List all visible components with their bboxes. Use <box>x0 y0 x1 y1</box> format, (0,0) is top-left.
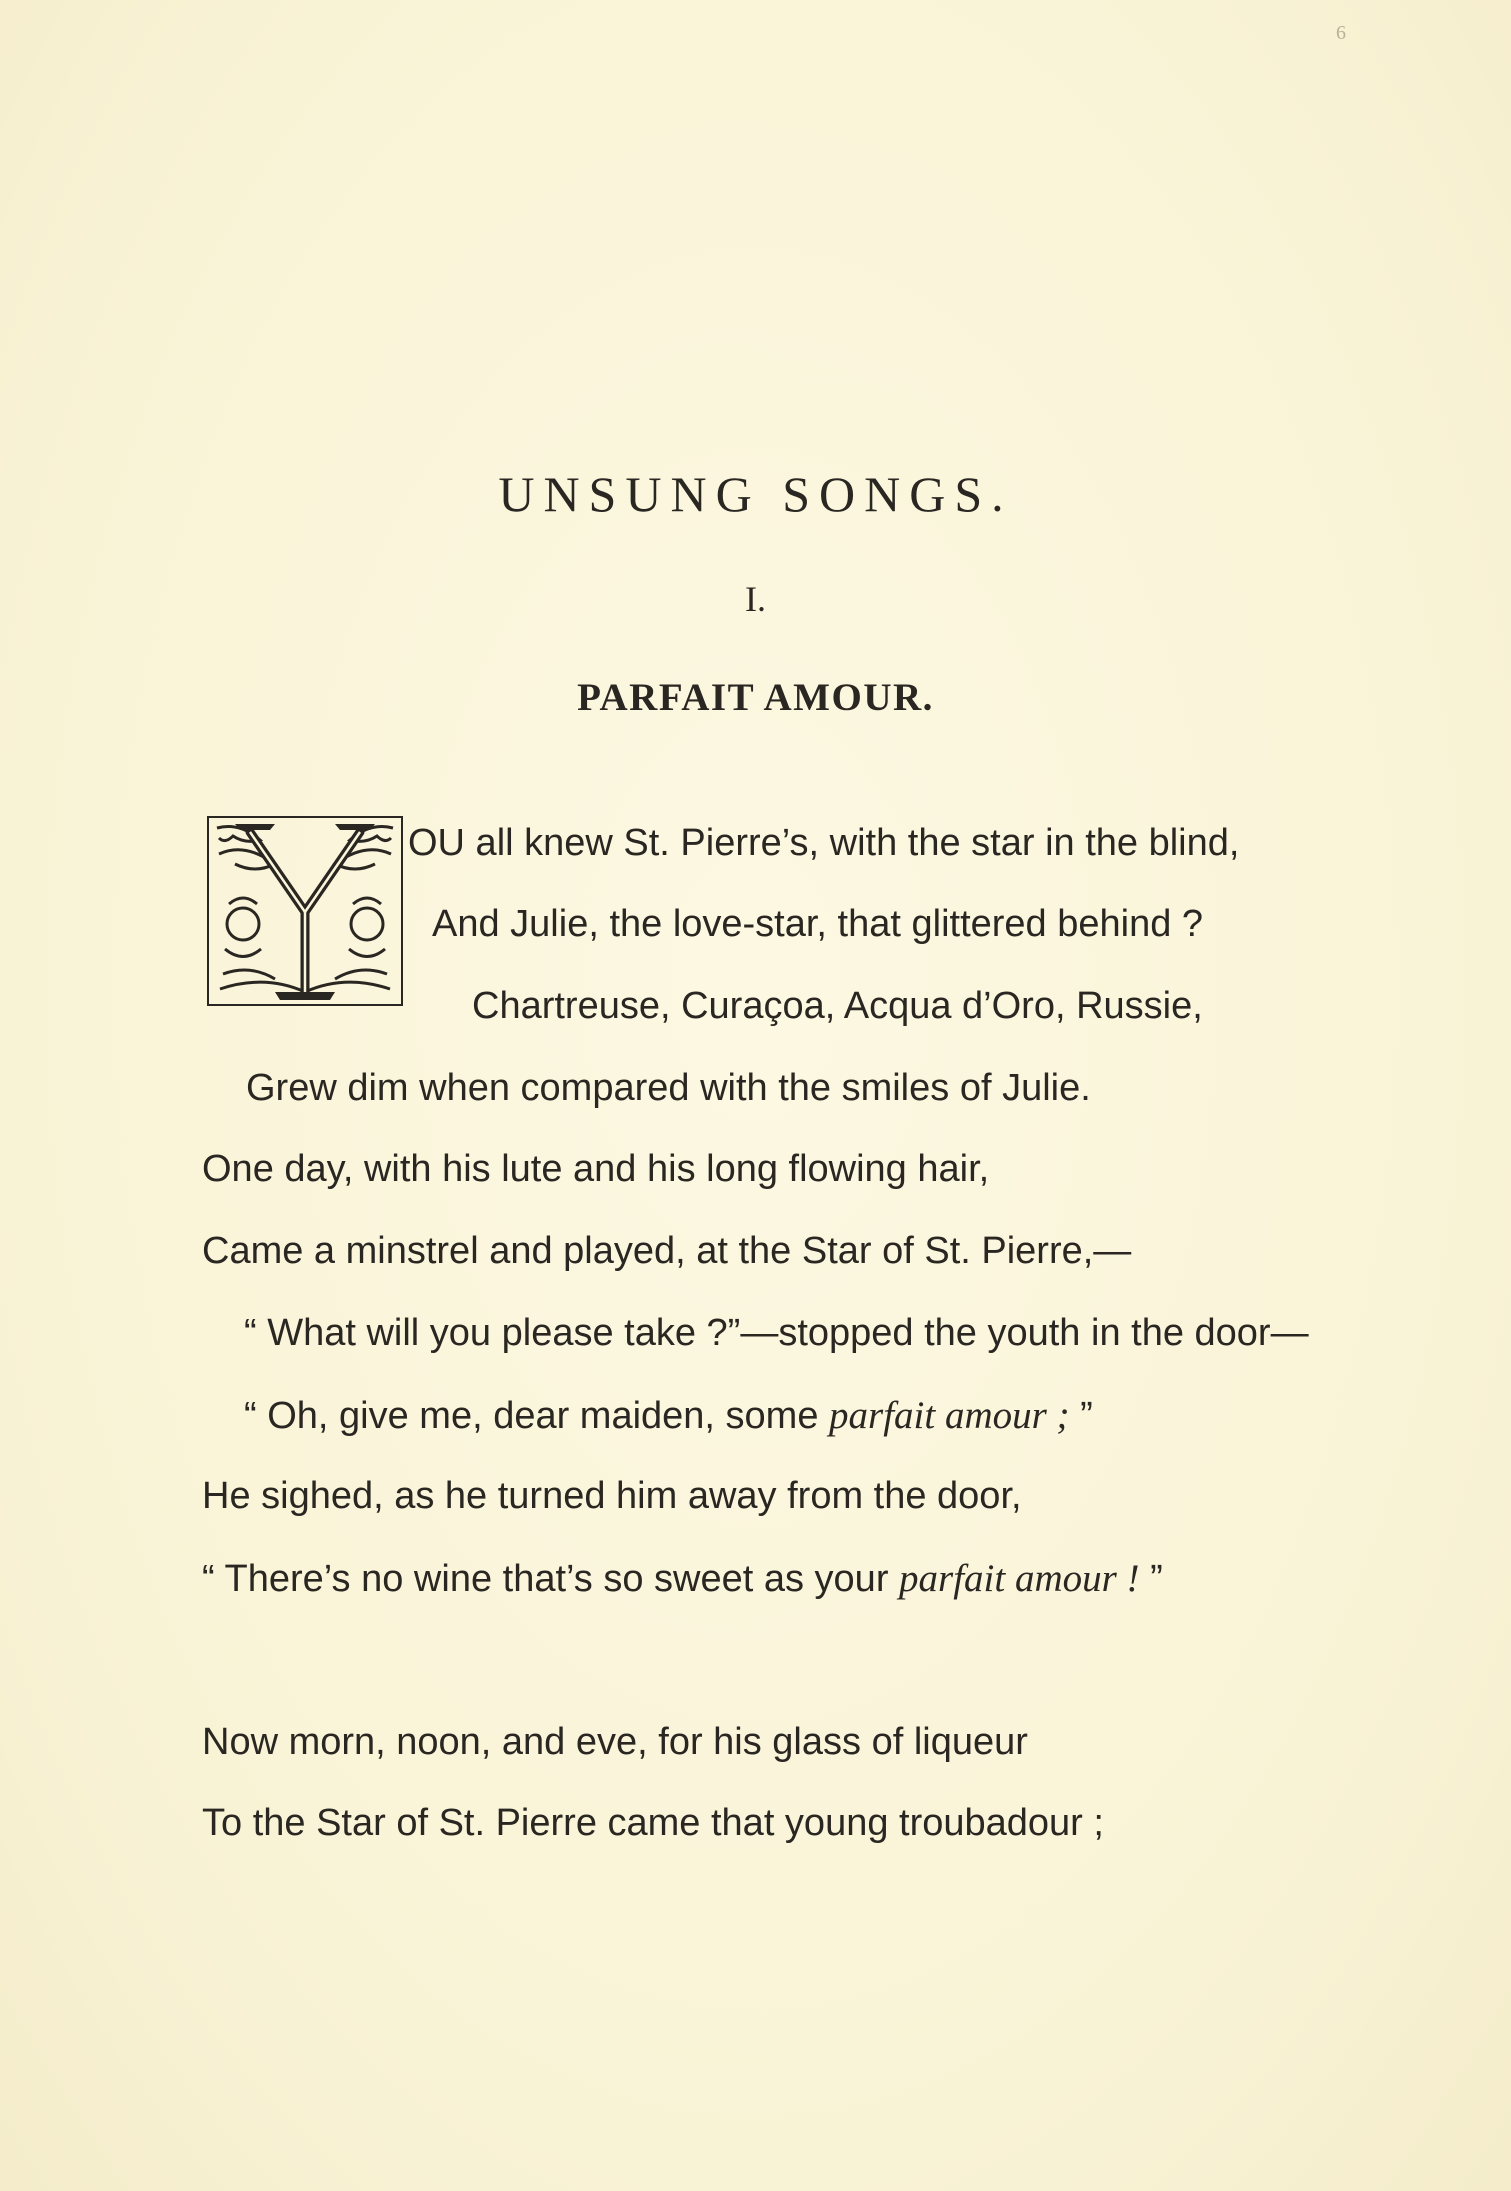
poem-line-italic: parfait amour ; <box>829 1394 1070 1437</box>
poem-line: He sighed, as he turned him away from the door, <box>202 1475 1022 1517</box>
poem-line: Came a minstrel and played, at the Star of St. Pierre,— <box>202 1230 1132 1272</box>
poem-line: “ What will you please take ?”—stopped the youth in the door— <box>244 1312 1309 1354</box>
ornamental-initial-y-icon <box>205 814 405 1008</box>
page-corner-mark: 6 <box>1336 22 1346 44</box>
poem-line-italic: parfait amour ! <box>899 1557 1140 1600</box>
poem-line-text: “ There’s no wine that’s so sweet as your <box>202 1558 900 1600</box>
poem-line: Chartreuse, Curaçoa, Acqua d’Oro, Russie, <box>472 985 1203 1027</box>
poem-line <box>202 1556 1163 1601</box>
poem-line: To the Star of St. Pierre came that young troubadour ; <box>202 1802 1104 1844</box>
section-numeral: I. <box>745 579 766 619</box>
poem-line: OU all knew St. Pierre’s, with the star in the blind, <box>408 822 1240 864</box>
poem-line: Now morn, noon, and eve, for his glass of liqueur <box>202 1721 1028 1763</box>
poem-collection-title: UNSUNG SONGS. <box>498 466 1013 522</box>
poem-title: PARFAIT AMOUR. <box>577 676 934 719</box>
poem-line-closing-quote: ” <box>1069 1395 1093 1437</box>
poem-line-closing-quote: ” <box>1139 1558 1163 1600</box>
poem-line: One day, with his lute and his long flowing hair, <box>202 1148 990 1190</box>
poem-line-text: “ Oh, give me, dear maiden, some <box>244 1395 830 1437</box>
poem-line <box>244 1393 1093 1438</box>
poem-line: Grew dim when compared with the smiles of Julie. <box>246 1067 1091 1109</box>
poem-line: And Julie, the love-star, that glittered behind ? <box>432 903 1204 945</box>
